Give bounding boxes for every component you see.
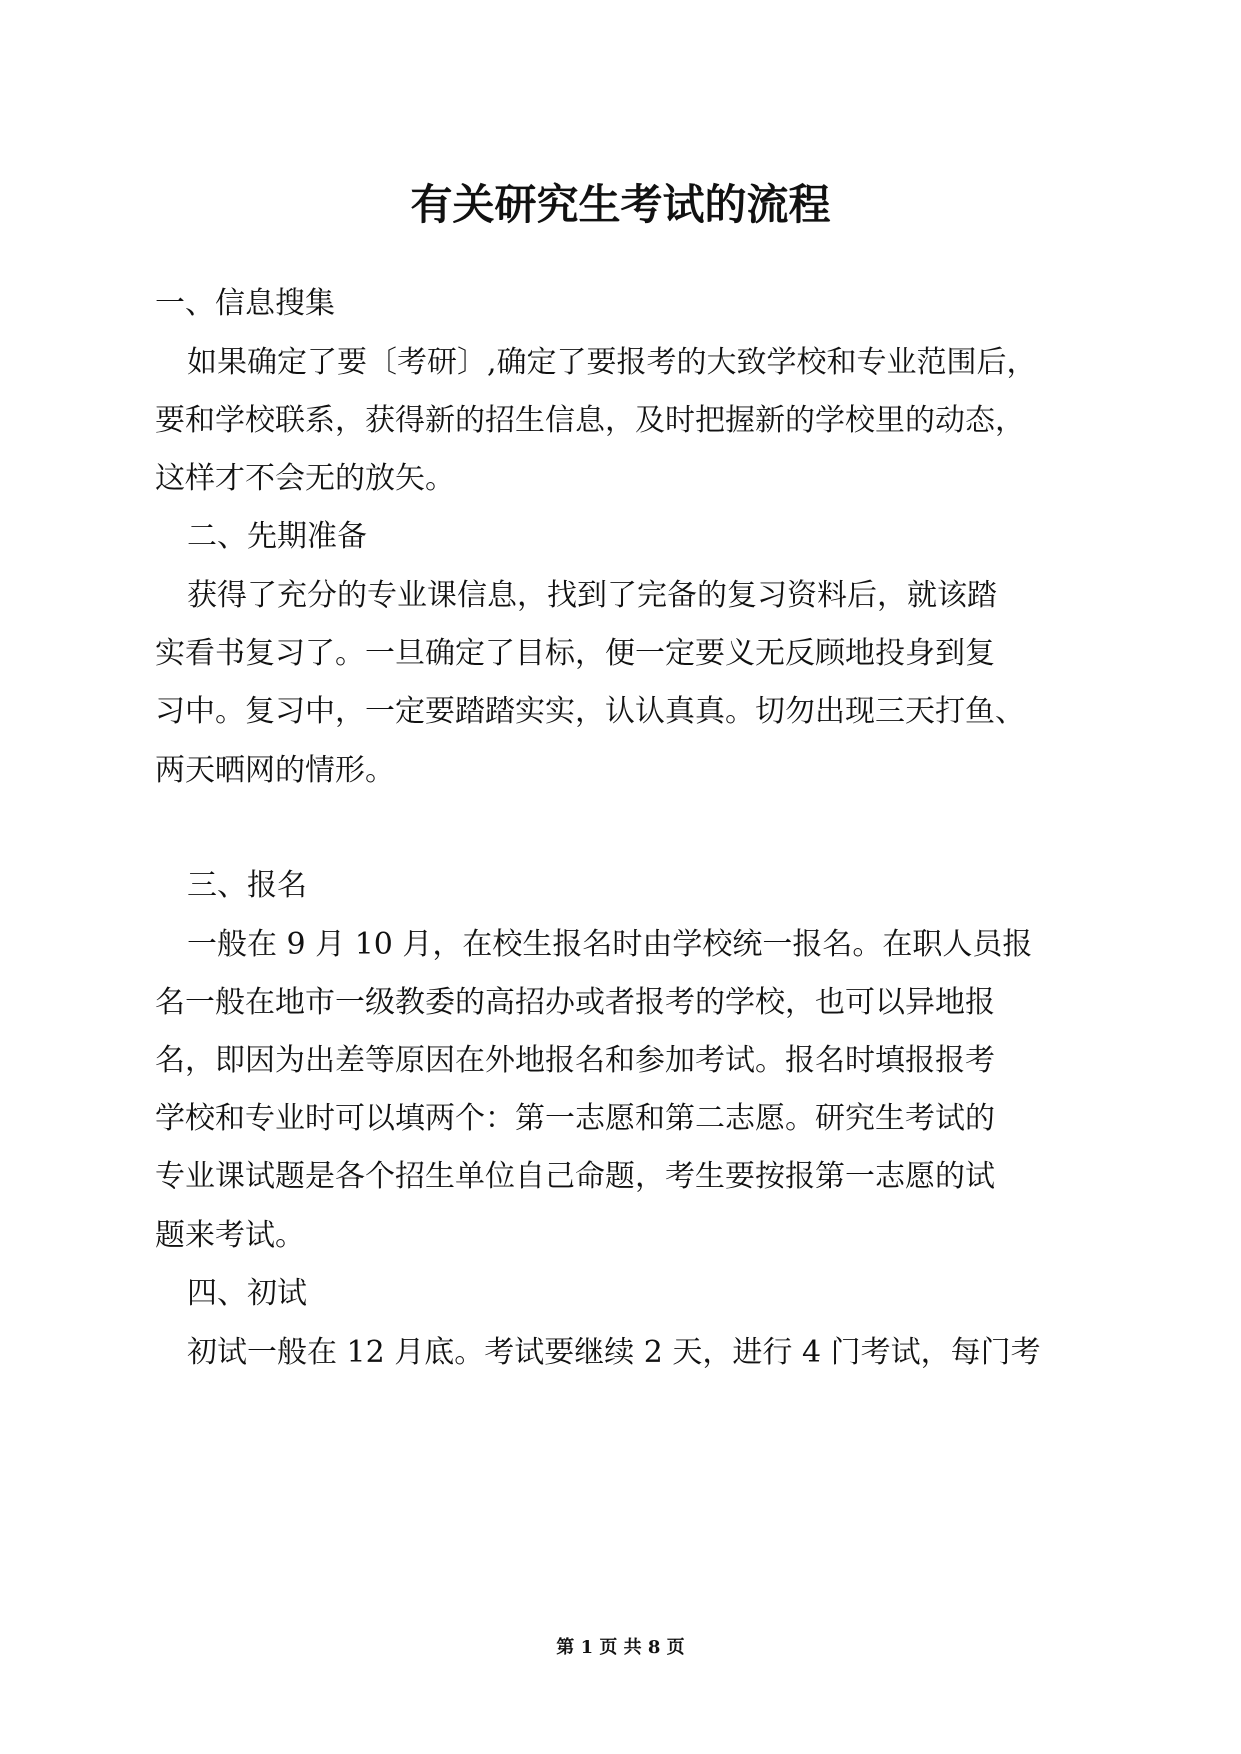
paragraph-line: 获得了充分的专业课信息，找到了完备的复习资料后，就该踏: [187, 578, 997, 613]
paragraph-line: 一般在 9 月 10 月，在校生报名时由学校统一报名。在职人员报: [187, 927, 1033, 962]
section-heading: 三、报名: [187, 868, 307, 903]
paragraph-line: 实看书复习了。一旦确定了目标，便一定要义无反顾地投身到复: [155, 636, 995, 671]
paragraph-line: 要和学校联系，获得新的招生信息，及时把握新的学校里的动态，: [155, 403, 1025, 438]
paragraph-line: 名一般在地市一级教委的高招办或者报考的学校，也可以异地报: [155, 985, 995, 1020]
paragraph-line: 如果确定了要〔考研〕,确定了要报考的大致学校和专业范围后，: [187, 345, 1037, 380]
page-number-footer: 第 1 页 共 8 页: [556, 1637, 685, 1658]
section-heading: 一、信息搜集: [155, 286, 335, 321]
paragraph-line: 学校和专业时可以填两个：第一志愿和第二志愿。研究生考试的: [155, 1101, 995, 1136]
paragraph-line: 名，即因为出差等原因在外地报名和参加考试。报名时填报报考: [155, 1043, 995, 1078]
section-heading: 二、先期准备: [187, 519, 367, 554]
paragraph-line: 习中。复习中，一定要踏踏实实，认认真真。切勿出现三天打鱼、: [155, 694, 1025, 729]
paragraph-line: 两天晒网的情形。: [155, 753, 395, 788]
document-title: 有关研究生考试的流程: [410, 180, 831, 229]
paragraph-line: 初试一般在 12 月底。考试要继续 2 天，进行 4 门考试，每门考: [187, 1335, 1041, 1370]
paragraph-line: 这样才不会无的放矢。: [155, 461, 455, 496]
section-heading: 四、初试: [187, 1276, 307, 1311]
paragraph-line: 专业课试题是各个招生单位自己命题，考生要按报第一志愿的试: [155, 1159, 995, 1194]
paragraph-line: 题来考试。: [155, 1218, 305, 1253]
